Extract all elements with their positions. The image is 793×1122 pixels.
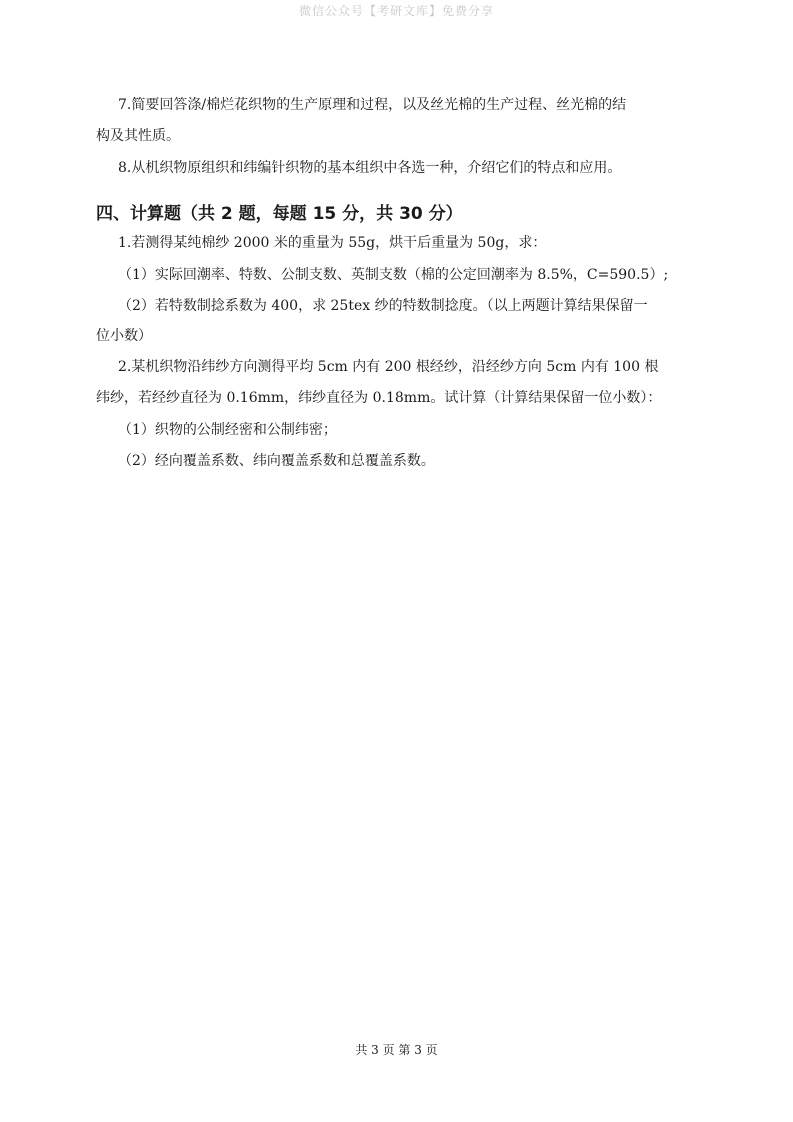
question-8: 8.从机织物原组织和纬编针织物的基本组织中各选一种，介绍它们的特点和应用。 <box>118 160 622 176</box>
calc-question-2-line-1: 2.某机织物沿纬纱方向测得平均 5cm 内有 200 根经纱，沿经纱方向 5cm 内有 100 根 <box>118 359 659 375</box>
question-7-line-2: 构及其性质。 <box>96 128 180 144</box>
calc-question-1-part-1: （1）实际回潮率、特数、公制支数、英制支数（棉的公定回潮率为 8.5%，C=590.5）; <box>118 267 669 283</box>
calc-question-1-part-2-line-1: （2）若特数制捻系数为 400，求 25tex 纱的特数制捻度。（以上两题计算结果保留一 <box>118 298 648 314</box>
calc-question-2-part-2: （2）经向覆盖系数、纬向覆盖系数和总覆盖系数。 <box>118 453 435 469</box>
calc-question-1: 1.若测得某纯棉纱 2000 米的重量为 55g，烘干后重量为 50g，求： <box>118 235 547 251</box>
watermark-text: 微信公众号【考研文库】免费分享 <box>298 4 494 18</box>
calc-question-2-part-1: （1）织物的公制经密和公制纬密； <box>118 422 337 438</box>
calc-question-1-part-2-line-2: 位小数） <box>96 328 152 344</box>
question-7-line-1: 7.简要回答涤/棉烂花织物的生产原理和过程，以及丝光棉的生产过程、丝光棉的结 <box>118 97 627 113</box>
calc-question-2-line-2: 纬纱，若经纱直径为 0.16mm，纬纱直径为 0.18mm。试计算（计算结果保留一位小数）： <box>96 390 662 406</box>
page-footer: 共 3 页 第 3 页 <box>355 1043 438 1057</box>
section-4-heading: 四、计算题（共 2 题，每题 15 分，共 30 分） <box>96 204 463 224</box>
